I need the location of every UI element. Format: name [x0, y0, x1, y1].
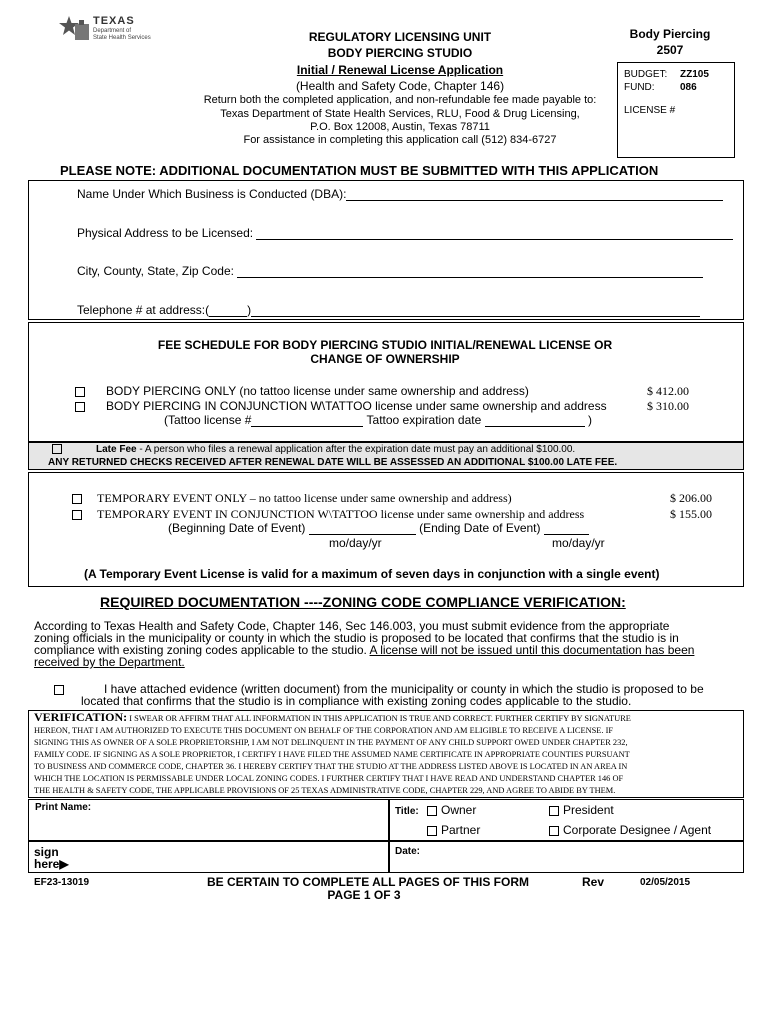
verification-l1: I SWEAR OR AFFIRM THAT ALL INFORMATION IN THIS APPLICATION IS TRUE AND CORRECT. FURTHER CERTIFY BY SIGNATURE: [127, 714, 631, 723]
corporate-label: Corporate Designee / Agent: [563, 823, 712, 837]
office-use-box: [617, 62, 735, 158]
checkbox[interactable]: [54, 685, 64, 695]
budget-label: BUDGET:: [624, 69, 668, 80]
zoning-p2: zoning officials in the municipality or county in which the studio is proposed to be located that confirms that the studio is in: [34, 631, 679, 645]
here-text: here: [34, 857, 60, 871]
verification-l6: WHICH THE LOCATION IS PERMISSABLE UNDER LOCAL ZONING CODES. I FURTHER CERTIFY THAT I HAVE READ AND UNDERSTAND CHAPTER 146 OF: [34, 774, 624, 783]
title-corporate-option[interactable]: [549, 823, 711, 837]
title-partner-option[interactable]: [427, 823, 480, 837]
texas-star-icon: [57, 14, 91, 44]
title-owner-option[interactable]: [427, 803, 476, 817]
logo-sub2: State Health Services: [93, 35, 151, 41]
checkbox[interactable]: [427, 806, 437, 816]
zoning-p3b: A license will not be issued until this documentation has been: [369, 643, 695, 657]
verification-l2: HEREON, THAT I AM AUTHORIZED TO EXECUTE THIS DOCUMENT ON BEHALF OF THE CORPORATION AND AM ELIGIBLE TO RECEIVE A LICENSE. IF: [34, 726, 614, 735]
city-label: City, County, State, Zip Code:: [77, 264, 234, 278]
begin-date-format: mo/day/yr: [329, 536, 382, 550]
temp-event-note: (A Temporary Event License is valid for a maximum of seven days in conjunction with a single event): [84, 567, 660, 581]
documentation-note: PLEASE NOTE: ADDITIONAL DOCUMENTATION MUST BE SUBMITTED WITH THIS APPLICATION: [60, 163, 659, 178]
license-number-label: LICENSE #: [624, 105, 676, 116]
checkbox[interactable]: [549, 826, 559, 836]
address-label: Physical Address to be Licensed:: [77, 226, 254, 240]
checkbox[interactable]: [75, 387, 85, 397]
phone-field[interactable]: [77, 303, 700, 317]
title-studio: BODY PIERCING STUDIO: [327, 46, 473, 60]
zoning-p1: According to Texas Health and Safety Code, Chapter 146, Sec 146.003, you must submit evidence from the appropriate: [34, 619, 670, 633]
zoning-check-line2: located that confirms that the studio is in compliance with existing zoning codes applicable to the studio.: [81, 694, 632, 708]
corner-code: 2507: [656, 43, 684, 57]
rev-label: Rev: [582, 875, 605, 889]
rev-date: 02/05/2015: [640, 877, 691, 888]
temp-option-1-label: TEMPORARY EVENT ONLY – no tattoo license under same ownership and address): [97, 491, 512, 505]
end-date-label: (Ending Date of Event): [419, 521, 541, 535]
dba-field[interactable]: [77, 187, 741, 201]
returned-checks-note: ANY RETURNED CHECKS RECEIVED AFTER RENEWAL DATE WILL BE ASSESSED AN ADDITIONAL $100.00 LATE FEE.: [48, 457, 618, 468]
verification-l4: FAMILY CODE. IF SIGNING AS A SOLE PROPRIETOR, I CERTIFY I HAVE FILED THE ASSUMED NAME CERTIFICATE IN APPROPRIATE COUNTIES PURSUANT: [34, 750, 630, 759]
tattoo-exp-label: Tattoo expiration date: [366, 413, 482, 427]
temp-option-2-price: $ 155.00: [670, 507, 712, 521]
president-label: President: [563, 803, 614, 817]
phone-assist-line: For assistance in completing this application call (512) 834-6727: [243, 134, 557, 146]
required-doc-title: REQUIRED DOCUMENTATION ----ZONING CODE COMPLIANCE VERIFICATION:: [100, 594, 626, 610]
temp-option-tattoo[interactable]: [72, 507, 584, 522]
fund-value: 086: [680, 82, 697, 93]
event-date-fields[interactable]: [168, 521, 589, 535]
verification-l5: TO BUSINESS AND COMMERCE CODE, CHAPTER 36. I HEREBY CERTIFY THAT THE STUDIO AT THE ADDRESS LISTED ABOVE IS LOCATED IN AN AREA IN: [34, 762, 628, 771]
payee-line: Texas Department of State Health Services, RLU, Food & Drug Licensing,: [220, 108, 580, 120]
temp-option-2-label: TEMPORARY EVENT IN CONJUNCTION W\TATTOO license under same ownership and address: [97, 507, 585, 521]
zoning-p3a: compliance with existing zoning codes applicable to the studio.: [34, 643, 370, 657]
checkbox[interactable]: [72, 510, 82, 520]
date-label: Date:: [395, 846, 421, 857]
fee-title-2: CHANGE OF OWNERSHIP: [310, 352, 460, 366]
title-application: Initial / Renewal License Application: [296, 63, 504, 77]
checkbox[interactable]: [549, 806, 559, 816]
complete-pages-notice: BE CERTAIN TO COMPLETE ALL PAGES OF THIS FORM: [207, 875, 530, 889]
phone-label: Telephone # at address:(: [77, 303, 210, 317]
begin-date-label: (Beginning Date of Event): [168, 521, 306, 535]
late-fee-label: Late Fee: [96, 444, 137, 455]
logo-sub1: Department of: [93, 28, 132, 34]
verification-l3: SIGNING THIS AS OWNER OF A SOLE PROPRIETORSHIP, I AM NOT DELINQUENT IN THE PAYMENT OF ANY CHILD SUPPORT OWED UNDER CHAPTER 232,: [34, 738, 628, 747]
print-name-label: Print Name:: [35, 802, 92, 813]
fee-option-2-price: $ 310.00: [647, 399, 689, 413]
title-label: Title:: [395, 806, 419, 817]
page-number: PAGE 1 OF 3: [327, 888, 401, 902]
sign-here-label: [34, 846, 69, 870]
late-fee-line[interactable]: [52, 444, 575, 455]
fee-option-1-price: $ 412.00: [647, 384, 689, 398]
texas-dshs-logo: [57, 14, 175, 46]
fee-title-1: FEE SCHEDULE FOR BODY PIERCING STUDIO INITIAL/RENEWAL LICENSE OR: [157, 338, 613, 352]
address-field[interactable]: [77, 226, 733, 240]
zoning-paragraph: [34, 620, 744, 668]
tattoo-license-fields[interactable]: [164, 413, 592, 427]
fund-label: FUND:: [624, 82, 655, 93]
phone-close: ): [247, 303, 252, 317]
checkbox[interactable]: [52, 444, 62, 454]
tattoo-license-label: (Tattoo license #: [164, 413, 252, 427]
tattoo-close: ): [587, 413, 592, 427]
title-unit: REGULATORY LICENSING UNIT: [308, 30, 492, 44]
corner-title: Body Piercing: [629, 27, 711, 41]
verification-l7: THE HEALTH & SAFETY CODE, THE APPLICABLE PROVISIONS OF 25 TEXAS ADMINISTRATIVE CODE, CHAPTER 229, AND AGREE TO ABIDE BY THEM.: [34, 786, 616, 795]
verification-text: [34, 711, 740, 797]
sign-text: sign: [34, 845, 59, 859]
form-id: EF23-13019: [34, 877, 90, 888]
fee-option-piercing-only[interactable]: [75, 384, 529, 398]
zoning-p4: received by the Department.: [34, 655, 185, 669]
pobox-line: P.O. Box 12008, Austin, Texas 78711: [310, 121, 490, 133]
dba-label: Name Under Which Business is Conducted (DBA):: [77, 187, 347, 201]
late-fee-text: - A person who files a renewal application after the expiration date must pay an additional $100.00.: [136, 444, 576, 455]
partner-label: Partner: [441, 823, 481, 837]
checkbox[interactable]: [72, 494, 82, 504]
fee-option-2-label: BODY PIERCING IN CONJUNCTION W\TATTOO license under same ownership and address: [106, 399, 607, 413]
temp-option-1-price: $ 206.00: [670, 491, 712, 505]
title-president-option[interactable]: [549, 803, 614, 817]
city-field[interactable]: [77, 264, 703, 278]
budget-value: ZZ105: [680, 69, 709, 80]
return-line: Return both the completed application, and non-refundable fee made payable to:: [203, 94, 597, 106]
zoning-check-line1: I have attached evidence (written document) from the municipality or county in which the studio is proposed to be: [104, 682, 704, 696]
verification-label: VERIFICATION:: [34, 710, 128, 724]
end-date-format: mo/day/yr: [552, 536, 605, 550]
owner-label: Owner: [441, 803, 477, 817]
business-info-section: [28, 180, 744, 320]
zoning-evidence-check[interactable]: [54, 683, 704, 707]
arrow-right-icon: ▶: [59, 857, 69, 871]
checkbox[interactable]: [75, 402, 85, 412]
temp-option-only[interactable]: [72, 491, 512, 506]
checkbox[interactable]: [427, 826, 437, 836]
fee-option-1-label: BODY PIERCING ONLY (no tattoo license under same ownership and address): [106, 384, 529, 398]
date-box[interactable]: [389, 841, 744, 873]
statute-line: (Health and Safety Code, Chapter 146): [295, 79, 505, 93]
logo-title: TEXAS: [93, 15, 135, 27]
signature-box[interactable]: [28, 841, 389, 873]
fee-option-piercing-tattoo[interactable]: [75, 399, 607, 413]
